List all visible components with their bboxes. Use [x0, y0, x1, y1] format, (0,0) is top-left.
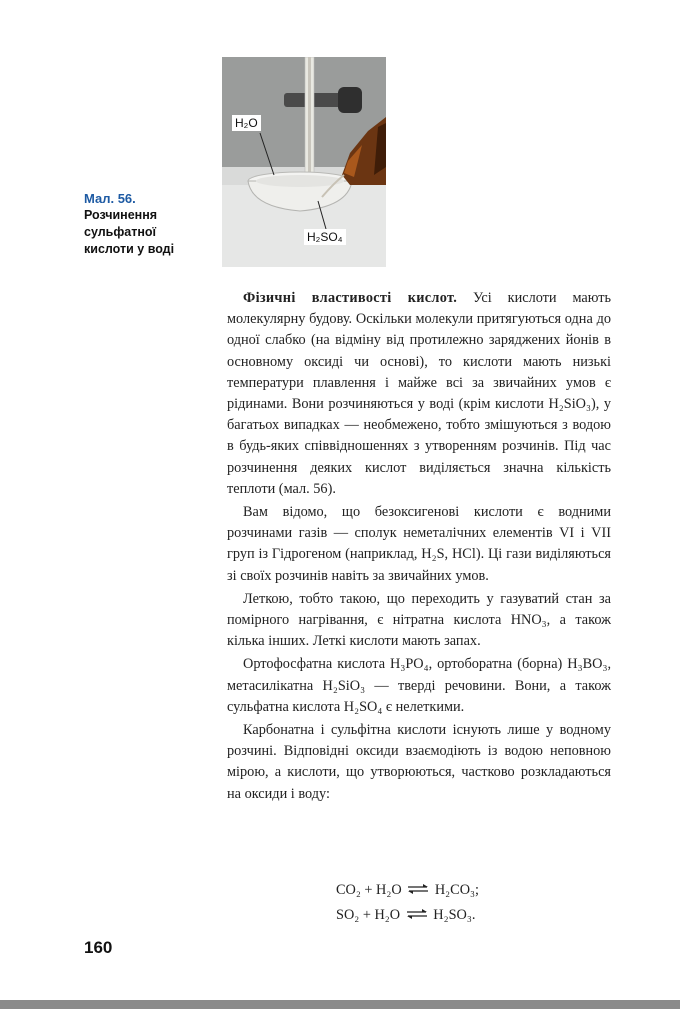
formula: H₂SO₄	[343, 698, 383, 715]
text-span: , а також кілька інших. Леткі кислоти мають запах.	[227, 612, 611, 650]
equation-right: H₂CO₃;	[434, 882, 479, 898]
text-span: Леткою, тобто такою, що переходить у газуватий стан за помірного нагрівання, є нітратна кислота	[227, 590, 611, 629]
figure-caption	[84, 190, 204, 258]
section-heading: Фізичні властивості кислот.	[243, 290, 458, 306]
label-h2o: H₂O	[232, 115, 261, 131]
text-span: Вам відомо, що безоксигенові кислоти є водними розчинами газів — сполук неметалічних елементів VI і VII груп із Гідрогеном (наприклад,	[227, 504, 611, 563]
text-span: ), у багатьох випадках — необмежено, тобто змішуються з водою в будь-яких співвідношеннях з утворенням розчинів. Під час розчинення деяких кислот виділяється значна кількість теплоти (мал. 56).	[227, 396, 612, 497]
reversible-arrow-icon	[406, 883, 430, 895]
text-span: , метасилікатна	[227, 656, 612, 694]
text-span: — тверді речовини. Вони, а також сульфатна кислота	[227, 677, 611, 715]
formula: H₃PO₄	[390, 656, 429, 673]
reversible-arrow-icon	[405, 908, 429, 920]
paragraph-solid-acids	[227, 654, 611, 718]
text-span: , ортоборатна (борна)	[428, 656, 568, 673]
equation-sulfurous	[336, 905, 475, 925]
paragraph-volatile-acids	[227, 589, 611, 653]
equation-left: CO₂ + H₂O	[336, 882, 402, 898]
label-h2so4: H₂SO₄	[304, 229, 346, 245]
bottom-bar	[0, 1000, 680, 1009]
text-span: є нелеткими.	[382, 698, 465, 715]
equation-right: H₂SO₃.	[433, 907, 476, 923]
text-span: Ортофосфатна кислота	[243, 656, 391, 673]
figure-photo	[222, 57, 386, 267]
formula: HNO₃	[510, 612, 547, 629]
formula: H₂S, HCl	[421, 546, 476, 563]
equation-left: SO₂ + H₂O	[336, 907, 401, 923]
caption-number: Мал. 56.	[84, 191, 136, 206]
equation-carbonic	[336, 880, 479, 900]
paragraph-carbonic-sulfurous: Карбонатна і сульфітна кислоти існують лише у водному розчині. Відповідні оксиди взаємодіють із водою неповною мірою, а кислоти, що утворюються, частково розкладаються на оксиди і воду:	[227, 722, 611, 802]
paragraph-anoxic-acids	[227, 502, 611, 587]
page-number: 160	[84, 938, 113, 957]
formula: H₃BO₃	[567, 656, 608, 673]
paragraph-physical-properties	[227, 288, 611, 500]
formula: H₂SiO₃	[548, 396, 591, 413]
caption-text: Розчинення сульфатної кислоти у воді	[84, 208, 175, 256]
main-text	[227, 288, 611, 807]
text-span: ). Ці гази виділяються зі своїх розчинів навіть за звичайних умов.	[227, 546, 612, 584]
text-span: Усі кислоти мають молекулярну будову. Оскільки молекули притягуються одна до одної слабко (на відміну від протилежно заряджених йонів в основному оксиді чи основі), то кислоти мають низькі температури плавлення і майже всі за звичайних умов є рідинами. Вони розчиняються у воді (крім кислоти	[227, 290, 611, 413]
formula: H₂SiO₃	[322, 677, 366, 694]
